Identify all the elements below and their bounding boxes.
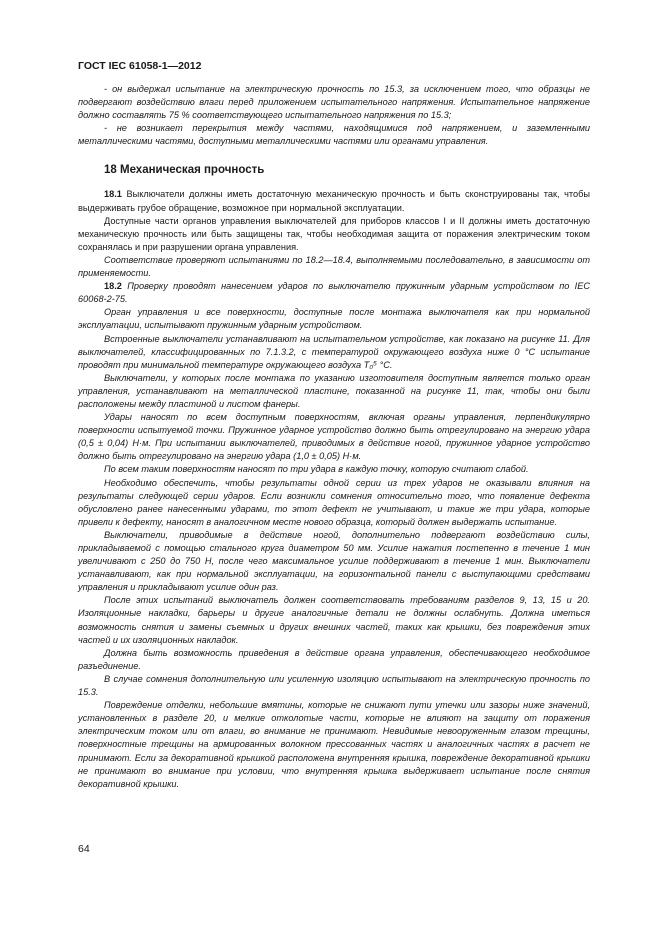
paragraph-dielectric-test: - он выдержал испытание на электрическую прочность по 15.3, за исключением того, что образцы не подвергают воздействию влаги перед приложением испытательного напряжения. Испытательное напряжение должно составлять 75 % соответствующего испытательного напряжения по 15.3;: [78, 84, 590, 121]
clause-number: 18.2: [104, 281, 122, 292]
page-body: [78, 83, 590, 791]
paragraph-no-flashover: - не возникает перекрытия между частями, находящимися под напряжением, и заземленными металлическими частями, доступными металлическими частями или органами управления.: [78, 123, 590, 147]
paragraph-series-independence: Необходимо обеспечить, чтобы результаты одной серии из трех ударов не оказывали влияния на результаты следующей серии ударов. Если возникли сомнения относительно того, что появление дефекта обусловлено ранее нанесенными ударами, то этот дефект не учитывают, и такие же три удара, которые привели к дефекту, наносят в аналогичном месте нового образца, который должен выдержать испытание.: [78, 477, 590, 527]
page-number: 64: [78, 843, 90, 855]
paragraph-impact-energy: Удары наносят по всем доступным поверхностям, включая органы управления, перпендикулярно поверхности испытуемой точки. Пружинное ударное устройство должно быть отрегулировано на энергию удара (0,5 ± 0,04) Н·м. При испытании выключателей, приводимых в действие ногой, пружинное ударное устройство должно быть отрегулировано на энергию удара (1,0 ± 0,05) Н·м.: [78, 412, 590, 462]
clause-18-2: [78, 280, 590, 306]
paragraph-foot-operated: Выключатели, приводимые в действие ногой, дополнительно подвергают воздействию силы, прикладываемой с помощью стального круга диаметром 50 мм. Усилие нажатия постепенно в течение 1 мин увеличивают с 250 до 750 Н, после чего максимальное усилие поддерживают в течение 1 мин. Выключатели устанавливают, как при нормальной эксплуатации, на горизонтальной панели с выступающими средствами управления и прикладывают усилие один раз.: [78, 529, 590, 593]
clause-text: Выключатели должны иметь достаточную механическую прочность и быть сконструированы так, чтобы выдерживать грубое обращение, возможное при нормальной эксплуатации.: [78, 189, 590, 213]
clause-text: Проверку проводят нанесением ударов по выключателю пружинным ударным устройством по IEC 60068-2-75.: [78, 281, 590, 305]
section-heading: 18 Механическая прочность: [104, 164, 265, 177]
clause-18-1: [78, 188, 590, 214]
paragraph-compliance: Соответствие проверяют испытаниями по 18.2—18.4, выполняемыми последовательно, в зависимости от применяемости.: [78, 254, 590, 279]
paragraph-disconnection: Должна быть возможность приведения в действие органа управления, обеспечивающего необходимое разъединение.: [78, 647, 590, 671]
paragraph-class-i-ii: Доступные части органов управления выключателей для приборов классов I и II должны иметь достаточную механическую прочность или быть защищены так, чтобы необходимая защита от поражения электрическим током сохранялась и при разрушении органа управления.: [78, 215, 590, 252]
clause-number: 18.1: [104, 189, 122, 200]
paragraph-metal-plate: Выключатели, у которых после монтажа по указанию изготовителя доступным является только орган управления, устанавливают на металлической пластине, показанной на рисунке 11, так, чтобы они были расположены между пластиной и листом фанеры.: [78, 372, 590, 409]
paragraph-three-blows: По всем таким поверхностям наносят по три удара в каждую точку, которую считают слабой.: [104, 464, 529, 475]
paragraph-built-in-switches: Встроенные выключатели устанавливают на испытательном устройстве, как показано на рисунке 11. Для выключателей, классифицированных по 7.1.3.2, с температурой окружающего воздуха ниже 0 °С испытание проводят при минимальной температуре окружающего воздуха T₀⁵ °С.: [78, 333, 590, 370]
paragraph-after-tests: После этих испытаний выключатель должен соответствовать требованиям разделов 9, 13, 15 и 20. Изоляционные накладки, барьеры и другие аналогичные детали не должны ослабнуть. Должна иметься возможность снятия и замены съемных и других внешних частей, таких как крышки, без повреждения этих частей и их изоляционных накладок.: [78, 595, 590, 645]
paragraph-insulation-doubt: В случае сомнения дополнительную или усиленную изоляцию испытывают на электрическую прочность по 15.3.: [78, 673, 590, 698]
paragraph-actuator-surfaces: Орган управления и все поверхности, доступные после монтажа выключателя как при нормальной эксплуатации, испытывают пружинным ударным устройством.: [78, 307, 590, 331]
document-code-header: ГОСТ IEC 61058-1—2012: [78, 60, 202, 72]
paragraph-damage-ignored: Повреждение отделки, небольшие вмятины, которые не снижают пути утечки или зазоры ниже значений, установленных в разделе 20, и мелкие отколотые части, которые не влияют на защиту от поражения электрическим током или от влаги, во внимание не принимают. Невидимые невооруженным глазом трещины, поверхностные трещины на армированных волокном прессованных частях и аналогичных частях в расчет не принимают. Если за декоративной крышкой расположена внутренняя крышка, повреждение декоративной крышки не принимают во внимание при условии, что внутренняя крышка выдерживает испытание после снятия декоративной крышки.: [78, 700, 590, 789]
